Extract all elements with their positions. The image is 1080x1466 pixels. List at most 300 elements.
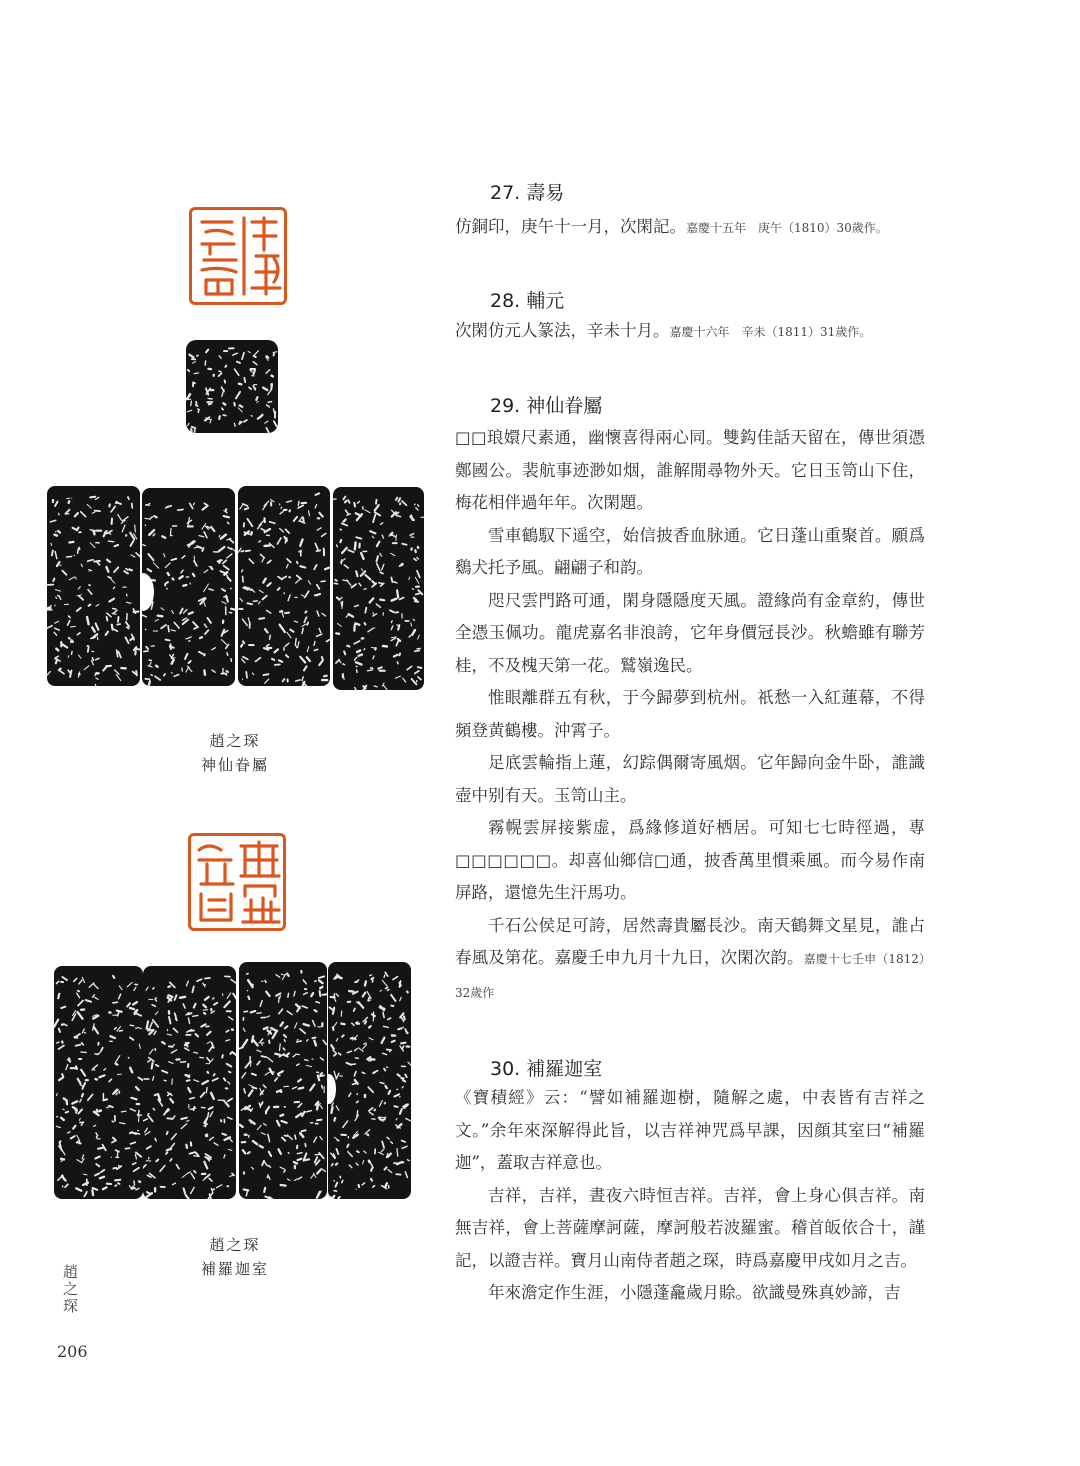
rubbing-stroke bbox=[77, 993, 80, 997]
rubbing-stroke bbox=[166, 640, 170, 641]
rubbing-stroke bbox=[336, 1138, 338, 1141]
rubbing-stroke bbox=[317, 611, 319, 616]
rubbing-stroke bbox=[418, 505, 419, 507]
rubbing-stroke bbox=[262, 1056, 267, 1057]
rubbing-stroke bbox=[235, 369, 239, 375]
rubbing-stroke bbox=[319, 980, 323, 983]
rubbing-stroke bbox=[222, 408, 223, 410]
rubbing-stroke bbox=[261, 1102, 263, 1105]
rubbing-stroke bbox=[222, 602, 226, 604]
rubbing-stroke bbox=[295, 1179, 297, 1180]
rubbing-stroke bbox=[55, 621, 59, 623]
rubbing-stroke bbox=[320, 1073, 322, 1075]
rubbing-stroke bbox=[416, 508, 418, 510]
rubbing-stroke bbox=[356, 513, 361, 516]
rubbing-stroke bbox=[300, 1029, 305, 1033]
rubbing-stroke bbox=[257, 402, 258, 403]
rubbing-stroke bbox=[194, 430, 195, 433]
rubbing-stroke bbox=[314, 1041, 316, 1046]
rubbing-stroke bbox=[318, 1076, 319, 1081]
rubbing-stroke bbox=[266, 1016, 270, 1018]
rubbing-stroke bbox=[178, 510, 183, 511]
rubbing-stroke bbox=[357, 1101, 359, 1102]
rubbing-stroke bbox=[392, 599, 397, 601]
rubbing-stroke bbox=[380, 1006, 384, 1010]
rubbing-stroke bbox=[68, 656, 69, 658]
rubbing-stroke bbox=[340, 540, 341, 542]
rubbing-stroke bbox=[146, 987, 148, 990]
rubbing-stroke bbox=[385, 1167, 387, 1169]
rubbing-stroke bbox=[317, 585, 320, 589]
rubbing-stroke bbox=[147, 1021, 148, 1027]
rubbing-stroke bbox=[172, 660, 174, 664]
rubbing-stroke bbox=[167, 1149, 171, 1150]
rubbing-stroke bbox=[379, 1152, 384, 1154]
rubbing-stroke bbox=[136, 1153, 141, 1157]
rubbing-stroke bbox=[296, 680, 301, 681]
rubbing-stroke bbox=[267, 610, 271, 613]
rubbing-stroke bbox=[244, 1189, 249, 1190]
rubbing-stroke bbox=[391, 553, 395, 555]
rubbing-stroke bbox=[275, 1078, 277, 1081]
rubbing-stroke bbox=[286, 655, 288, 657]
rubbing-stroke bbox=[243, 504, 248, 506]
rubbing-stroke bbox=[381, 523, 383, 525]
rubbing-stroke bbox=[96, 678, 98, 679]
rubbing-stroke bbox=[391, 626, 393, 630]
rubbing-stroke bbox=[219, 373, 222, 376]
rubbing-stroke bbox=[231, 659, 232, 662]
rubbing-stroke bbox=[242, 659, 245, 663]
rubbing-stroke bbox=[180, 997, 185, 998]
rubbing-stroke bbox=[381, 1149, 384, 1152]
rubbing-stroke bbox=[62, 571, 66, 575]
rubbing-stroke bbox=[227, 993, 231, 999]
rubbing-stroke bbox=[378, 667, 382, 668]
rubbing-stroke bbox=[372, 536, 374, 538]
rubbing-stroke bbox=[296, 646, 297, 648]
rubbing-stroke bbox=[282, 1121, 287, 1123]
rubbing-stroke bbox=[370, 975, 372, 976]
rubbing-stroke bbox=[247, 519, 252, 526]
rubbing-stroke bbox=[298, 642, 300, 648]
rubbing-stroke bbox=[262, 558, 264, 562]
rubbing-stroke bbox=[407, 992, 408, 993]
rubbing-stroke bbox=[57, 1042, 60, 1043]
rubbing-stroke bbox=[314, 1137, 317, 1142]
rubbing-stroke bbox=[103, 666, 107, 670]
rubbing-strokes bbox=[143, 966, 236, 1199]
rubbing-stroke bbox=[55, 535, 58, 536]
rubbing-stroke bbox=[148, 666, 152, 667]
rubbing-stroke bbox=[302, 624, 306, 626]
rubbing-stroke bbox=[261, 1039, 263, 1041]
rubbing-stroke bbox=[95, 497, 99, 499]
rubbing-stroke bbox=[181, 1124, 187, 1129]
rubbing-stroke bbox=[155, 676, 160, 680]
rubbing-stroke bbox=[137, 1115, 141, 1116]
rubbing-stroke bbox=[245, 508, 249, 509]
rubbing-stroke bbox=[323, 1040, 326, 1044]
rubbing-stroke bbox=[266, 428, 269, 433]
rubbing-stroke bbox=[59, 1077, 63, 1080]
rubbing-stroke bbox=[321, 581, 325, 582]
entry-text: 仿銅印，庚午十一月，次閑記。 bbox=[455, 217, 686, 236]
rubbing-stroke bbox=[369, 1161, 370, 1162]
rubbing-stroke bbox=[199, 536, 204, 537]
rubbing-stroke bbox=[415, 651, 420, 652]
rubbing-stroke bbox=[136, 1188, 139, 1190]
rubbing-stroke bbox=[340, 529, 341, 530]
rubbing-stroke bbox=[213, 1078, 218, 1080]
rubbing-stroke bbox=[243, 657, 248, 660]
rubbing-stroke bbox=[346, 615, 348, 617]
side-running-label: 趙之琛 bbox=[61, 1264, 79, 1315]
rubbing-stroke bbox=[275, 649, 279, 652]
rubbing-stroke bbox=[229, 1072, 231, 1073]
rubbing-stroke bbox=[281, 507, 282, 508]
rubbing-stroke bbox=[170, 1099, 173, 1103]
rubbing-stroke bbox=[93, 1188, 98, 1190]
rubbing-stroke bbox=[117, 650, 118, 657]
rubbing-stroke bbox=[67, 498, 70, 499]
rubbing-stroke bbox=[237, 362, 240, 363]
rubbing-stroke bbox=[222, 387, 225, 391]
rubbing-stroke bbox=[400, 598, 404, 600]
rubbing-stroke bbox=[82, 1094, 83, 1097]
rubbing-stroke bbox=[242, 619, 247, 625]
rubbing-stroke bbox=[204, 671, 205, 675]
rubbing-stroke bbox=[332, 1103, 334, 1105]
rubbing-stroke bbox=[284, 1040, 285, 1042]
rubbing-stroke bbox=[273, 1031, 278, 1038]
rubbing-stroke bbox=[222, 1134, 226, 1135]
rubbing-stroke bbox=[73, 528, 78, 530]
rubbing-stroke bbox=[193, 574, 195, 576]
rubbing-stroke bbox=[404, 1016, 405, 1019]
rubbing-stroke bbox=[188, 370, 190, 372]
seal-impression-buluojia bbox=[188, 833, 286, 931]
rubbing-stroke bbox=[168, 573, 169, 575]
rubbing-stroke bbox=[134, 987, 136, 990]
rubbing-strokes bbox=[328, 962, 411, 1199]
rubbing-stroke bbox=[384, 975, 385, 977]
rubbing-stroke bbox=[205, 361, 206, 365]
rubbing-stroke bbox=[96, 1164, 99, 1166]
rubbing-stroke bbox=[342, 1035, 344, 1037]
rubbing-stroke bbox=[399, 653, 400, 655]
rubbing-stroke bbox=[203, 506, 207, 509]
rubbing-stroke bbox=[197, 546, 201, 548]
rubbing-stroke bbox=[278, 588, 280, 590]
rubbing-stroke bbox=[78, 991, 80, 992]
rubbing-stroke bbox=[322, 994, 327, 995]
rubbing-stroke bbox=[189, 355, 193, 358]
rubbing-stroke bbox=[369, 1108, 373, 1111]
rubbing-stroke bbox=[121, 1111, 126, 1112]
rubbing-stroke bbox=[347, 1063, 352, 1065]
rubbing-stroke bbox=[77, 1141, 79, 1143]
rubbing-stroke bbox=[228, 547, 232, 549]
entry-text: 次閑仿元人篆法，辛未十月。 bbox=[455, 321, 670, 340]
rubbing-stroke bbox=[372, 1014, 375, 1016]
rubbing-stroke bbox=[126, 637, 129, 643]
rubbing-stroke bbox=[398, 1074, 400, 1076]
rubbing-stroke bbox=[168, 626, 169, 632]
rubbing-stroke bbox=[193, 622, 198, 627]
rubbing-stroke bbox=[374, 686, 377, 687]
rubbing-stroke bbox=[71, 1136, 75, 1138]
rubbing-stroke bbox=[394, 1106, 397, 1107]
rubbing-stroke bbox=[187, 394, 190, 399]
rubbing-stroke bbox=[304, 993, 308, 995]
rubbing-stroke bbox=[320, 1058, 323, 1060]
rubbing-stroke bbox=[266, 992, 270, 996]
rubbing-stroke bbox=[268, 561, 271, 564]
rubbing-stroke bbox=[130, 1109, 135, 1111]
rubbing-stroke bbox=[139, 1117, 140, 1122]
rubbing-stroke bbox=[109, 1079, 112, 1082]
side-inscription-rubbing-panel-1 bbox=[47, 486, 140, 686]
rubbing-stroke bbox=[274, 421, 277, 426]
rubbing-stroke bbox=[211, 1093, 214, 1099]
rubbing-stroke bbox=[56, 1116, 58, 1117]
rubbing-stroke bbox=[193, 1015, 198, 1016]
rubbing-stroke bbox=[371, 1179, 372, 1181]
rubbing-stroke bbox=[94, 1125, 96, 1126]
rubbing-stroke bbox=[78, 1079, 81, 1084]
rubbing-stroke bbox=[212, 1189, 215, 1190]
rubbing-stroke bbox=[130, 1038, 133, 1040]
rubbing-stroke bbox=[88, 1094, 93, 1100]
rubbing-stroke bbox=[333, 1008, 334, 1014]
rubbing-stroke bbox=[193, 362, 196, 364]
rubbing-stroke bbox=[62, 977, 67, 980]
rubbing-stroke bbox=[171, 1050, 177, 1053]
rubbing-stroke bbox=[88, 560, 93, 562]
rubbing-stroke bbox=[194, 1080, 199, 1082]
rubbing-stroke bbox=[261, 555, 265, 558]
rubbing-stroke bbox=[196, 405, 198, 406]
rubbing-stroke bbox=[297, 576, 301, 579]
rubbing-stroke bbox=[109, 599, 114, 602]
rubbing-stroke bbox=[281, 1185, 286, 1186]
rubbing-stroke bbox=[196, 1034, 199, 1036]
rubbing-stroke bbox=[181, 1118, 187, 1119]
rubbing-stroke bbox=[88, 590, 92, 595]
entry-heading-28: 28. 輔元 bbox=[490, 290, 565, 312]
rubbing-stroke bbox=[254, 356, 256, 357]
rubbing-stroke bbox=[376, 500, 377, 504]
rubbing-stroke bbox=[81, 564, 82, 567]
rubbing-stroke bbox=[278, 1071, 283, 1074]
rubbing-stroke bbox=[252, 1087, 256, 1088]
rubbing-stroke bbox=[97, 1135, 98, 1137]
rubbing-stroke bbox=[280, 996, 281, 999]
rubbing-stroke bbox=[357, 651, 360, 653]
rubbing-stroke bbox=[223, 415, 226, 416]
rubbing-stroke bbox=[252, 1074, 256, 1075]
rubbing-stroke bbox=[306, 1111, 311, 1112]
essay-paragraph: 吉祥，吉祥，晝夜六時恒吉祥。吉祥，會上身心俱吉祥。南無吉祥，會上菩薩摩訶薩，摩訶般若波羅蜜。稽首皈依合十，謹記，以證吉祥。寶月山南侍者趙之琛，時爲嘉慶甲戌如月之吉。 bbox=[455, 1185, 925, 1270]
rubbing-stroke bbox=[357, 1151, 359, 1152]
rubbing-stroke bbox=[354, 1083, 357, 1084]
rubbing-stroke bbox=[127, 982, 132, 986]
rubbing-stroke bbox=[61, 1007, 65, 1008]
rubbing-stroke bbox=[148, 1115, 153, 1121]
rubbing-stroke bbox=[306, 1065, 311, 1066]
caption-shenxian bbox=[155, 729, 315, 777]
rubbing-stroke bbox=[69, 577, 75, 580]
rubbing-stroke bbox=[268, 390, 271, 394]
rubbing-stroke bbox=[154, 516, 156, 517]
rubbing-stroke bbox=[304, 617, 306, 622]
rubbing-stroke bbox=[257, 1061, 260, 1064]
rubbing-stroke bbox=[155, 1095, 157, 1096]
rubbing-stroke bbox=[226, 1040, 230, 1041]
rubbing-stroke bbox=[191, 401, 192, 406]
rubbing-stroke bbox=[275, 1054, 280, 1055]
rubbing-stroke bbox=[339, 660, 341, 663]
rubbing-stroke bbox=[168, 995, 171, 996]
rubbing-stroke bbox=[55, 552, 57, 559]
rubbing-stroke bbox=[92, 512, 95, 513]
rubbing-stroke bbox=[248, 603, 253, 604]
rubbing-stroke bbox=[264, 1124, 267, 1126]
rubbing-stroke bbox=[402, 1146, 407, 1148]
rubbing-stroke bbox=[162, 1071, 167, 1073]
rubbing-stroke bbox=[304, 1159, 309, 1160]
rubbing-stroke bbox=[394, 1094, 399, 1096]
rubbing-stroke bbox=[317, 1103, 318, 1110]
rubbing-stroke bbox=[59, 513, 60, 515]
rubbing-stroke bbox=[152, 1005, 155, 1007]
rubbing-stroke bbox=[124, 571, 128, 573]
rubbing-stroke bbox=[225, 380, 226, 382]
rubbing-stroke bbox=[79, 674, 80, 675]
rubbing-stroke bbox=[56, 1094, 57, 1096]
rubbing-stroke bbox=[148, 554, 153, 560]
rubbing-stroke bbox=[56, 1126, 60, 1127]
entry-body-28 bbox=[455, 315, 925, 349]
rubbing-stroke bbox=[380, 1117, 384, 1118]
rubbing-stroke bbox=[114, 630, 117, 632]
rubbing-stroke bbox=[385, 1183, 387, 1187]
rubbing-stroke bbox=[113, 1138, 116, 1141]
rubbing-stroke bbox=[155, 999, 156, 1001]
rubbing-stroke bbox=[314, 649, 317, 650]
rubbing-stroke bbox=[348, 1152, 352, 1157]
rubbing-stroke bbox=[264, 1028, 268, 1030]
rubbing-stroke bbox=[263, 388, 267, 391]
rubbing-stroke bbox=[148, 1059, 152, 1062]
rubbing-stroke bbox=[319, 513, 322, 517]
rubbing-stroke bbox=[151, 675, 152, 676]
rubbing-stroke bbox=[119, 994, 121, 999]
rubbing-stroke bbox=[241, 645, 242, 647]
rubbing-stroke bbox=[150, 1049, 154, 1054]
rubbing-stroke bbox=[311, 1174, 314, 1178]
poem-paragraph: 咫尺雲門路可通，閑身隱隱度天風。證緣尚有金章約，傳世全憑玉佩功。龍虎嘉名非浪誇，它年身價冠長沙。秋蟾雖有聯芳桂，不及槐天第一花。鷲嶺逸民。 bbox=[455, 590, 925, 675]
rubbing-stroke bbox=[282, 1138, 285, 1141]
rubbing-stroke bbox=[383, 1026, 388, 1027]
rubbing-stroke bbox=[194, 561, 197, 566]
rubbing-stroke bbox=[71, 640, 72, 642]
rubbing-stroke bbox=[367, 670, 372, 671]
rubbing-stroke bbox=[84, 1192, 87, 1197]
rubbing-stroke bbox=[84, 666, 89, 670]
rubbing-stroke bbox=[396, 1119, 397, 1120]
rubbing-stroke bbox=[403, 678, 406, 682]
rubbing-stroke bbox=[354, 1072, 356, 1076]
rubbing-stroke bbox=[182, 556, 185, 559]
rubbing-stroke bbox=[357, 1094, 358, 1095]
rubbing-stroke bbox=[359, 655, 363, 656]
rubbing-stroke bbox=[363, 993, 366, 997]
rubbing-stroke bbox=[92, 627, 95, 631]
rubbing-stroke bbox=[347, 1145, 348, 1148]
rubbing-stroke bbox=[228, 1082, 230, 1084]
rubbing-stroke bbox=[59, 671, 64, 674]
rubbing-stroke bbox=[294, 991, 295, 996]
rubbing-stroke bbox=[81, 1123, 83, 1125]
rubbing-stroke bbox=[263, 596, 267, 600]
rubbing-stroke bbox=[193, 503, 194, 505]
rubbing-stroke bbox=[158, 616, 163, 617]
rubbing-stroke bbox=[201, 1093, 205, 1097]
rubbing-stroke bbox=[47, 672, 50, 676]
rubbing-stroke bbox=[118, 515, 122, 521]
rubbing-stroke bbox=[279, 660, 282, 661]
rubbing-stroke bbox=[300, 539, 302, 545]
rubbing-stroke bbox=[217, 1185, 222, 1188]
rubbing-stroke bbox=[322, 613, 325, 616]
rubbing-stroke bbox=[348, 500, 350, 503]
rubbing-stroke bbox=[329, 1007, 332, 1009]
rubbing-stroke bbox=[308, 581, 311, 585]
rubbing-stroke bbox=[116, 502, 117, 503]
rubbing-stroke bbox=[172, 611, 174, 614]
rubbing-stroke bbox=[294, 1162, 297, 1163]
rubbing-stroke bbox=[214, 1003, 217, 1005]
rubbing-stroke bbox=[228, 522, 229, 524]
rubbing-stroke bbox=[161, 625, 166, 628]
rubbing-stroke bbox=[411, 516, 413, 520]
rubbing-stroke bbox=[310, 1084, 314, 1090]
rubbing-stroke bbox=[120, 1031, 123, 1032]
entry-body-29 bbox=[455, 422, 925, 1009]
rubbing-stroke bbox=[349, 991, 353, 992]
essay-paragraph: 《寶積經》云：“譬如補羅迦樹，隨解之處，中表皆有吉祥之文。”余年來深解得此旨，以吉祥神咒爲早課，因顔其室曰“補羅迦”，蓋取吉祥意也。 bbox=[455, 1088, 925, 1172]
rubbing-stroke bbox=[78, 1012, 83, 1019]
rubbing-stroke bbox=[333, 499, 336, 500]
rubbing-stroke bbox=[322, 533, 326, 536]
side-inscription-rubbing-panel-3 bbox=[238, 486, 330, 686]
rubbing-stroke bbox=[187, 1172, 190, 1173]
rubbing-stroke bbox=[242, 570, 243, 572]
rubbing-stroke bbox=[297, 1064, 299, 1065]
rubbing-stroke bbox=[133, 1163, 136, 1165]
rubbing-stroke bbox=[90, 497, 95, 498]
rubbing-stroke bbox=[402, 544, 406, 545]
rubbing-stroke bbox=[287, 974, 289, 976]
rubbing-stroke bbox=[189, 612, 193, 614]
rubbing-stroke bbox=[355, 605, 359, 606]
rubbing-stroke bbox=[320, 991, 321, 996]
rubbing-stroke bbox=[379, 583, 383, 584]
rubbing-stroke bbox=[87, 504, 91, 508]
rubbing-stroke bbox=[376, 604, 380, 607]
